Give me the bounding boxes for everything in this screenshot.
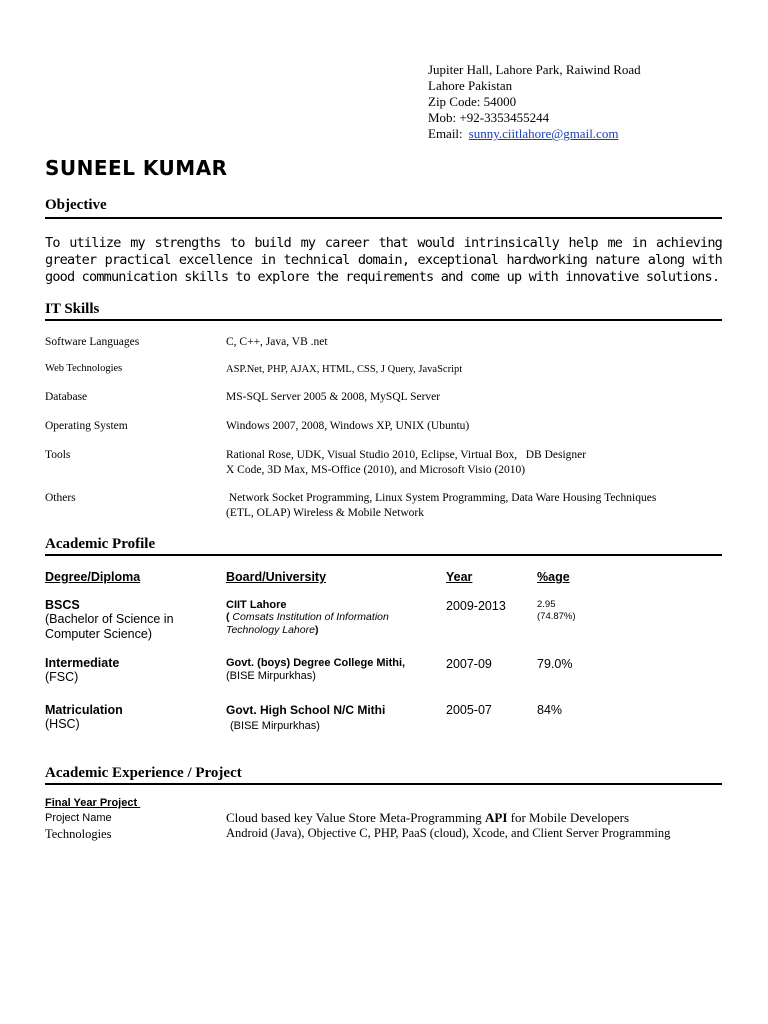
board-subtitle-line-1: BISE Mirpurkhas [229, 670, 313, 682]
email-line [428, 126, 641, 142]
skill-value-tools-line-1: Rational Rose, UDK, Visual Studio 2010, Eclipse, Virtual Box, DB Designer [226, 449, 587, 461]
board-subtitle-line-1: Comsats Institution of Information [232, 611, 389, 623]
percentage-value: (74.87%) [537, 611, 576, 622]
zip-code: Zip Code: 54000 [428, 94, 517, 109]
degree-title: Intermediate [45, 656, 120, 670]
column-degree-diploma: Degree/Diploma [45, 570, 141, 584]
skill-value-others-line-2: (ETL, OLAP) Wireless & Mobile Network [226, 507, 424, 519]
skill-label-software-languages: Software Languages [45, 336, 140, 348]
mobile-number: Mob: +92-3353455244 [428, 110, 550, 125]
degree-subtitle-line-2: Computer Science) [45, 627, 152, 641]
email-link[interactable]: sunny.ciitlahore@gmail.com [468, 126, 619, 141]
academic-row-bscs-year: 2009-2013 [446, 599, 506, 613]
board-subtitle-line-2: Technology Lahore [226, 624, 315, 636]
skill-label-database: Database [45, 391, 88, 403]
degree-subtitle-line-1: (FSC) [45, 670, 79, 684]
degree-title: Matriculation [45, 703, 123, 717]
it-skills-heading: IT Skills [45, 301, 100, 317]
it-skills-divider [45, 319, 722, 321]
academic-row-matriculation-percentage: 84% [537, 703, 563, 717]
board-subtitle: ( Comsats Institution of Information [226, 611, 389, 623]
project-name-value-api: API [485, 810, 508, 825]
board-subtitle-line-1: BISE Mirpurkhas [233, 720, 317, 732]
objective-heading: Objective [45, 197, 107, 213]
skill-value-others [226, 491, 656, 521]
academic-row-bscs-board [226, 599, 389, 637]
column-year: Year [446, 570, 473, 584]
skill-value-operating-system: Windows 2007, 2008, Windows XP, UNIX (Ubuntu) [226, 420, 470, 432]
cgpa-value: 2.95 [537, 599, 556, 610]
skill-label-tools: Tools [45, 449, 71, 461]
board-title: CIIT Lahore [226, 599, 287, 611]
technologies-label: Technologies [45, 827, 112, 841]
project-name-value [226, 810, 629, 826]
degree-subtitle-line-1: (HSC) [45, 717, 80, 731]
degree-subtitle-line-1: (Bachelor of Science in [45, 612, 174, 626]
contact-block [428, 62, 641, 142]
academic-row-intermediate-degree [45, 656, 119, 685]
address-line-1: Jupiter Hall, Lahore Park, Raiwind Road [428, 62, 641, 77]
column-board-university: Board/University [226, 570, 327, 584]
academic-profile-divider [45, 554, 722, 556]
address-line-2: Lahore Pakistan [428, 78, 513, 93]
skill-value-others-line-1: Network Socket Programming, Linux System Programming, Data Ware Housing Techniques [226, 492, 657, 504]
academic-row-intermediate-percentage: 79.0% [537, 657, 573, 671]
column-percentage: %age [537, 570, 570, 584]
skill-value-tools-line-2: X Code, 3D Max, MS-Office (2010), and Microsoft Visio (2010) [226, 464, 526, 476]
experience-divider [45, 783, 722, 785]
board-title: Govt. High School N/C Mithi [226, 703, 386, 717]
technologies-value: Android (Java), Objective C, PHP, PaaS (cloud), Xcode, and Client Server Programming [226, 826, 671, 840]
board-subtitle-cont: Technology Lahore) [226, 624, 319, 636]
objective-text: To utilize my strengths to build my career that would intrinsically help me in achieving greater practical excellence in technical domain, exceptional hardworking nature along with good communication skills to explore the requirements and come up with innovative solutions. [45, 235, 722, 285]
skill-value-software-languages: C, C++, Java, VB .net [226, 336, 328, 348]
academic-row-matriculation-board [226, 703, 385, 733]
experience-heading: Academic Experience / Project [45, 765, 242, 781]
degree-title: BSCS [45, 598, 80, 612]
objective-divider [45, 217, 722, 219]
academic-row-bscs-degree [45, 598, 174, 642]
project-name-label: Project Name [45, 812, 112, 824]
academic-row-bscs-percentage [537, 599, 576, 623]
board-title: Govt. (boys) Degree College Mithi, [226, 657, 406, 669]
skill-value-database: MS-SQL Server 2005 & 2008, MySQL Server [226, 391, 441, 403]
email-label: Email: [428, 126, 463, 141]
final-year-project-title: Final Year Project [45, 797, 141, 809]
academic-profile-heading: Academic Profile [45, 536, 156, 552]
project-name-value-pre: Cloud based key Value Store Meta-Programming [226, 810, 485, 825]
candidate-name: SUNEEL KUMAR [45, 156, 228, 180]
academic-row-matriculation-year: 2005-07 [446, 703, 492, 717]
skill-label-web-technologies: Web Technologies [45, 363, 123, 374]
project-name-value-post: for Mobile Developers [507, 810, 630, 825]
academic-row-matriculation-degree [45, 703, 123, 732]
skill-label-others: Others [45, 492, 76, 504]
board-subtitle: (BISE Mirpurkhas) [230, 720, 320, 732]
skill-value-web-technologies: ASP.Net, PHP, AJAX, HTML, CSS, J Query, JavaScript [226, 364, 463, 375]
academic-row-intermediate-board [226, 657, 405, 683]
academic-row-intermediate-year: 2007-09 [446, 657, 492, 671]
skill-label-operating-system: Operating System [45, 420, 128, 432]
board-subtitle: (BISE Mirpurkhas) [226, 670, 316, 682]
skill-value-tools [226, 448, 586, 478]
